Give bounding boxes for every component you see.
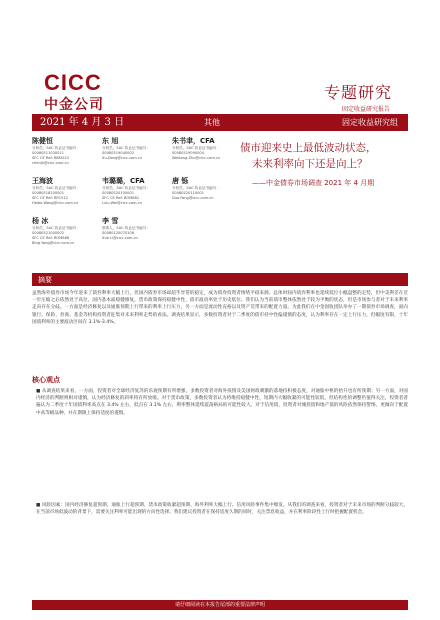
- headline-subtitle: ——中金债券市场调查 2021 年 4 月期: [252, 179, 375, 187]
- analyst-cert: S0080520110001: [172, 191, 205, 195]
- analyst-email[interactable]: Bing.Yang@cicc.com.cn: [32, 241, 75, 245]
- analyst-card: [172, 177, 238, 201]
- report-headline: [240, 140, 415, 188]
- analyst-name: 陈健恒: [32, 137, 53, 145]
- summary-banner: [32, 273, 408, 286]
- report-type: 其他: [204, 118, 220, 127]
- analyst-title: 分析员，SAC 执业证书编号：: [172, 146, 220, 150]
- core-view-paragraph: ■ 从调查结果来看，一方面，投资者对全球经济复苏的乐观预期有所增强，多数投资者对海外疫情及美国财政刺激的落地持积极态度，对通胀中枢的抬升也有所预期；另一方面，对国内经济的判断则相对谨慎，认为经济修复的斜率将有所放缓。对于货币政策，多数投资者认为将维持稳健中性，短期内大幅收紧的可能性较低，但结构性的调整仍值得关注。投资者普遍认为二季度十年国债利率高点在 3.4% 左右，低点在 3.1% 左右，利率整体延续震荡格局的可能性较大。对于信用债，投资者对城投债和地产债的风险依然保持警惕，更倾向于配置中高等级品种，并在期限上保持适度的谨慎。: [36, 389, 408, 416]
- analyst-card: [32, 217, 98, 246]
- analyst-title: 分析员，SAC 执业证书编号：: [32, 226, 80, 230]
- analyst-cert: S0080120070108: [102, 231, 135, 235]
- research-group: 固定收益研究组: [342, 118, 398, 127]
- analyst-name: 韦璐璐，CFA: [102, 177, 145, 185]
- analyst-name: 杨 冰: [32, 217, 49, 225]
- report-date: 2021 年 4 月 3 日: [40, 117, 125, 128]
- analyst-cert: S0080519040002: [102, 151, 135, 155]
- summary-label: 摘要: [38, 276, 52, 284]
- summary-paragraph: 虽然海外债券市场今年迎来了债券利率大幅上行，但国内债券市场却超乎异常的稳定，成为债券投资者情绪平稳来源。总体时间内债券利率也延续低位小幅盘整的走势，但中美利差在近一步压缩之后依然处于高位，国内基本面稳健修复，货币政策保持稳健中性，债市波动率处于历史低位。我们认为当前债市整体依然处于较为平衡的状态，但是市场参与者对于未来利率走向存在分歧。一方面是经济修复以及通胀预期上行带来的利率上行压力，另一方面是流动性充裕以及资产荒带来的配置力量。为此我们在中金固收团队举办了一期债券市场调查，面向银行、保险、券商、基金等机构投资者征集对未来利率走势的看法。调查结果显示，多数投资者对于二季度的债市持中性偏谨慎的态度，认为利率存在一定上行压力，但幅度有限，十年国债利率的主要波动区间在 3.1%-3.4%。: [32, 291, 408, 325]
- analyst-card: [102, 217, 168, 241]
- analyst-sfc: SFC CE Ref: BOM868: [32, 236, 70, 240]
- analyst-email[interactable]: Xue.Li@cicc.com.cn: [102, 236, 138, 240]
- analyst-email[interactable]: Haibo.Wang@cicc.com.cn: [32, 201, 79, 205]
- headline-line-1: 债市迎来史上最低波动状态，: [240, 142, 377, 154]
- headline-line-2: 未来利率向下还是向上？: [252, 158, 368, 170]
- analyst-sfc: SFC CE Ref: BOM881: [102, 196, 140, 200]
- analyst-card: [172, 137, 238, 161]
- analyst-cert: S0080511030011: [32, 151, 65, 155]
- logo-chinese-name: 中金公司: [44, 97, 104, 113]
- risk-factors-paragraph: ■ 风险因素：国内经济修复超预期、通胀上行超预期、货币政策收紧超预期、海外利率大幅上行、信用风险事件集中爆发。从我们的调查来看，投资者对于未来市场的判断分歧较大，在当前市场低波动的背景下，需要关注利率可能出现的方向性选择。我们建议投资者在保持适度久期的同时，关注票息收益，并在利率阶段性上行时把握配置机会。: [36, 503, 408, 516]
- analyst-card: [102, 177, 168, 206]
- report-category-title: 专题研究: [323, 83, 392, 102]
- analyst-title: 分析员，SAC 执业证书编号：: [102, 186, 150, 190]
- analyst-card: [102, 137, 168, 161]
- analyst-title: 联系人，SAC 执业证书编号：: [102, 226, 150, 230]
- analyst-card: [32, 137, 98, 166]
- analyst-email[interactable]: Lulu.Wei@cicc.com.cn: [102, 201, 142, 205]
- analyst-email[interactable]: Xu.Dong@cicc.com.cn: [102, 156, 143, 160]
- analyst-title: 分析员，SAC 执业证书编号：: [32, 186, 80, 190]
- analyst-name: 唐 铄: [172, 177, 189, 185]
- analyst-cert: S0080519090004: [172, 151, 205, 155]
- core-view-title: 核心观点: [32, 376, 60, 384]
- analyst-name: 李 雪: [102, 217, 119, 225]
- analyst-sfc: SFC CE Ref: BBM220: [32, 156, 69, 160]
- analyst-name: 王海波: [32, 177, 53, 185]
- report-category-subtitle: 固定收益研究报告: [341, 106, 390, 113]
- analyst-email[interactable]: Weikang.Zhu@cicc.com.cn: [172, 156, 221, 160]
- analyst-title: 分析员，SAC 执业证书编号：: [172, 186, 220, 190]
- analyst-title: 分析员，SAC 执业证书编号：: [102, 146, 150, 150]
- analyst-card: [32, 177, 98, 206]
- analyst-sfc: SFC CE Ref: BPC512: [32, 196, 68, 200]
- legal-footer: [32, 600, 408, 610]
- analyst-email[interactable]: Duo.Fang@cicc.com.cn: [172, 196, 214, 200]
- legal-notice: 请仔细阅读在本报告尾部的重要法律声明: [174, 602, 265, 608]
- analyst-name: 朱书聿，CFA: [172, 137, 215, 145]
- analyst-email[interactable]: chenjh@cicc.com.cn: [32, 161, 69, 165]
- analyst-title: 分析员，SAC 执业证书编号：: [32, 146, 80, 150]
- logo-wordmark: CICC: [44, 70, 102, 95]
- analyst-name: 东 旭: [102, 137, 119, 145]
- analyst-cert: S0080520100001: [102, 191, 135, 195]
- cicc-logo: [44, 72, 134, 112]
- analyst-cert: S0080521000002: [32, 231, 65, 235]
- analyst-cert: S0080518100001: [32, 191, 65, 195]
- report-info-bar: [32, 114, 408, 131]
